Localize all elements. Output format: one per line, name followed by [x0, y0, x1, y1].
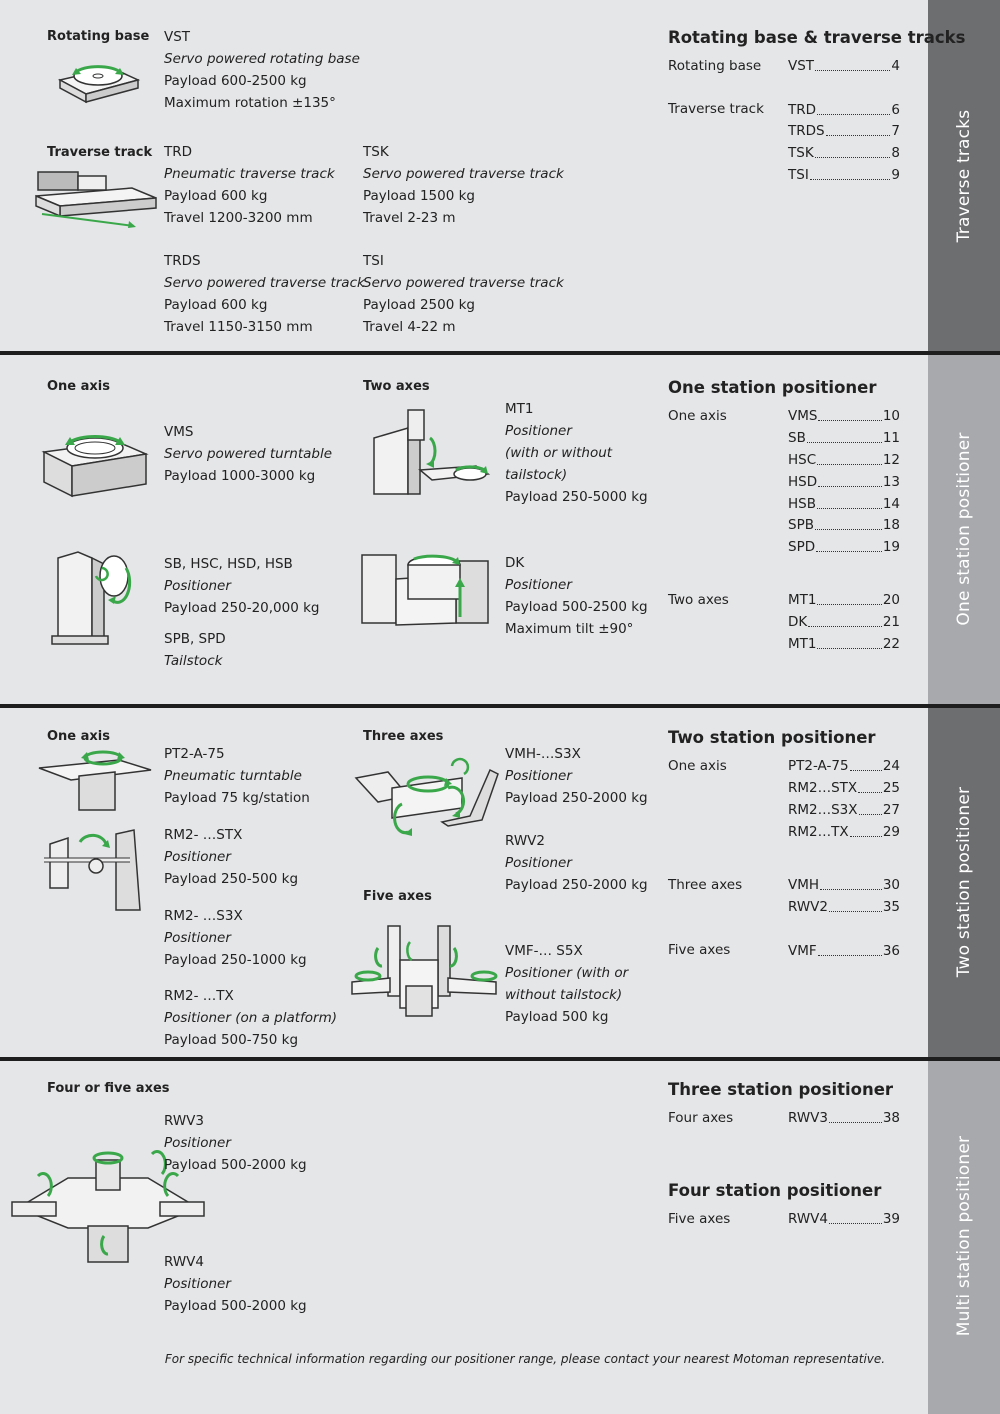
- toc-entry-tsk[interactable]: [788, 142, 900, 164]
- vmf-payload: Payload 500 kg: [505, 1009, 609, 1025]
- trd-payload: Payload 600 kg: [164, 188, 268, 204]
- toc-entry-trds[interactable]: [788, 120, 900, 142]
- sb-payload: Payload 250-20,000 kg: [164, 600, 320, 616]
- toc-page-number: 9: [891, 167, 900, 183]
- tab-one-station-label: One station positioner: [954, 431, 974, 626]
- vms-description: Servo powered turntable: [164, 446, 333, 462]
- mt1-description-3: tailstock): [505, 467, 568, 483]
- toc-leader-dots: [826, 120, 891, 136]
- vms-turntable-illustration: [40, 420, 150, 500]
- rwv2-payload: Payload 250-2000 kg: [505, 877, 648, 893]
- pt2-turntable-illustration: [35, 742, 155, 814]
- vmf-five-axes-illustration: [350, 920, 500, 1020]
- category-five-axes: Five axes: [363, 889, 432, 904]
- mt1-description: Positioner: [505, 423, 572, 439]
- toc-entry-spd[interactable]: [788, 536, 900, 558]
- trds-description: Servo powered traverse track: [164, 275, 365, 291]
- toc-label: Five axes: [668, 942, 731, 958]
- toc-page-number: 13: [882, 474, 900, 490]
- toc-label: Five axes: [668, 1211, 731, 1227]
- vmh-model: VMH-…S3X: [505, 746, 581, 762]
- traverse-track-illustration: [32, 166, 160, 230]
- rwv4-payload: Payload 500-2000 kg: [164, 1298, 307, 1314]
- toc-page-number: 36: [882, 943, 900, 959]
- category-four-or-five-axes: Four or five axes: [47, 1081, 170, 1096]
- toc-entry-name: HSB: [788, 496, 816, 512]
- trds-payload: Payload 600 kg: [164, 297, 268, 313]
- toc-entry-name: RWV3: [788, 1110, 829, 1126]
- toc-label: One axis: [668, 408, 727, 424]
- category-three-axes: Three axes: [363, 729, 444, 744]
- toc-entry-name: TSI: [788, 167, 809, 183]
- toc-entry-name: VST: [788, 58, 815, 74]
- toc-page-number: 21: [882, 614, 900, 630]
- vms-payload: Payload 1000-3000 kg: [164, 468, 316, 484]
- toc-entry-vst[interactable]: [788, 55, 900, 77]
- vst-payload: Payload 600-2500 kg: [164, 73, 307, 89]
- tsk-travel: Travel 2-23 m: [363, 210, 456, 226]
- toc-label: Four axes: [668, 1110, 734, 1126]
- toc-entry-vms[interactable]: [788, 405, 900, 427]
- tab-one-station-positioner[interactable]: [928, 352, 1000, 705]
- sb-positioner-illustration: [48, 548, 138, 648]
- toc-label: Three axes: [668, 877, 743, 893]
- category-two-axes: Two axes: [363, 379, 430, 394]
- mt1-payload: Payload 250-5000 kg: [505, 489, 648, 505]
- vmf-description: Positioner (with or: [505, 965, 629, 981]
- rwv3-model: RWV3: [164, 1113, 205, 1129]
- rm2-stx-model: RM2- …STX: [164, 827, 243, 843]
- toc-entry-name: MT1: [788, 592, 817, 608]
- toc-page-number: 38: [882, 1110, 900, 1126]
- trd-travel: Travel 1200-3200 mm: [164, 210, 313, 226]
- toc-page-number: 29: [882, 824, 900, 840]
- rm2-tx-description: Positioner (on a platform): [164, 1010, 337, 1026]
- rotating-base-illustration: [52, 50, 142, 110]
- tab-traverse-tracks-label: Traverse tracks: [954, 109, 974, 243]
- toc-entry-rm2-s3x[interactable]: [788, 799, 900, 821]
- dk-payload: Payload 500-2500 kg: [505, 599, 648, 615]
- section-divider: [0, 351, 1000, 355]
- toc-page-number: 10: [882, 408, 900, 424]
- tab-multi-station-label: Multi station positioner: [954, 1135, 974, 1337]
- toc-leader-dots: [808, 611, 882, 627]
- section-divider: [0, 1057, 1000, 1061]
- toc-leader-dots: [817, 589, 881, 605]
- category-one-axis: One axis: [47, 729, 111, 744]
- vms-model: VMS: [164, 424, 194, 440]
- toc-leader-dots: [815, 514, 882, 530]
- toc-entry-name: VMF: [788, 943, 817, 959]
- pt2-description: Pneumatic turntable: [164, 768, 302, 784]
- vmf-description-2: without tailstock): [505, 987, 623, 1003]
- tsk-model: TSK: [363, 144, 389, 160]
- toc-label: Traverse track: [668, 101, 764, 117]
- rwv3-description: Positioner: [164, 1135, 231, 1151]
- tab-two-station-positioner[interactable]: [928, 705, 1000, 1058]
- pt2-model: PT2-A-75: [164, 746, 225, 762]
- rwv4-description: Positioner: [164, 1276, 231, 1292]
- vmh-description: Positioner: [505, 768, 572, 784]
- pt2-payload: Payload 75 kg/station: [164, 790, 310, 806]
- spb-models: SPB, SPD: [164, 631, 226, 647]
- toc-heading-three-station: Three station positioner: [668, 1080, 894, 1099]
- toc-page-number: 14: [882, 496, 900, 512]
- tab-two-station-label: Two station positioner: [954, 786, 974, 977]
- tsi-description: Servo powered traverse track: [363, 275, 564, 291]
- trds-model: TRDS: [164, 253, 201, 269]
- toc-page-number: 18: [882, 517, 900, 533]
- toc-page-number: 25: [882, 780, 900, 796]
- dk-tilt: Maximum tilt ±90°: [505, 621, 634, 637]
- toc-page-number: 11: [882, 430, 900, 446]
- vst-rotation: Maximum rotation ±135°: [164, 95, 336, 111]
- section-divider: [0, 704, 1000, 708]
- vmh-payload: Payload 250-2000 kg: [505, 790, 648, 806]
- tsi-payload: Payload 2500 kg: [363, 297, 475, 313]
- toc-entry-trd[interactable]: [788, 99, 900, 121]
- toc-leader-dots: [829, 896, 882, 912]
- toc-entry-vmf[interactable]: [788, 940, 900, 962]
- toc-page-number: 19: [882, 539, 900, 555]
- toc-page-number: 39: [882, 1211, 900, 1227]
- toc-heading-four-station: Four station positioner: [668, 1181, 882, 1200]
- toc-label: Rotating base: [668, 58, 762, 74]
- rwv3-payload: Payload 500-2000 kg: [164, 1157, 307, 1173]
- toc-page-number: 24: [882, 758, 900, 774]
- tab-traverse-tracks[interactable]: [928, 0, 1000, 352]
- toc-entry-name: VMS: [788, 408, 818, 424]
- rm2-stx-description: Positioner: [164, 849, 231, 865]
- rm2-s3x-payload: Payload 250-1000 kg: [164, 952, 307, 968]
- dk-positioner-illustration: [358, 545, 493, 635]
- category-rotating-base: Rotating base: [47, 29, 150, 44]
- toc-leader-dots: [810, 164, 891, 180]
- vst-description: Servo powered rotating base: [164, 51, 360, 67]
- rwv4-model: RWV4: [164, 1254, 205, 1270]
- toc-leader-dots: [815, 55, 890, 71]
- tsk-payload: Payload 1500 kg: [363, 188, 475, 204]
- toc-leader-dots: [817, 99, 890, 115]
- toc-page-number: 30: [882, 877, 900, 893]
- toc-entry-rm2-stx[interactable]: [788, 777, 900, 799]
- toc-entry-rwv2[interactable]: [788, 896, 900, 918]
- rm2-s3x-model: RM2- …S3X: [164, 908, 243, 924]
- toc-page-number: 22: [882, 636, 900, 652]
- toc-leader-dots: [816, 536, 882, 552]
- toc-leader-dots: [818, 940, 882, 956]
- toc-page-number: 20: [882, 592, 900, 608]
- toc-leader-dots: [817, 449, 882, 465]
- rwv2-model: RWV2: [505, 833, 546, 849]
- tsi-model: TSI: [363, 253, 384, 269]
- mt1-model: MT1: [505, 401, 534, 417]
- toc-entry-rwv4[interactable]: [788, 1208, 900, 1230]
- toc-entry-spb[interactable]: [788, 514, 900, 536]
- toc-leader-dots: [820, 874, 882, 890]
- toc-page-number: 4: [891, 58, 900, 74]
- toc-leader-dots: [818, 405, 881, 421]
- toc-leader-dots: [815, 142, 891, 158]
- toc-leader-dots: [859, 799, 882, 815]
- dk-description: Positioner: [505, 577, 572, 593]
- toc-leader-dots: [807, 427, 882, 443]
- toc-entry-name: SPD: [788, 539, 816, 555]
- toc-entry-name: TRD: [788, 102, 817, 118]
- vst-model: VST: [164, 29, 191, 45]
- toc-leader-dots: [829, 1208, 882, 1224]
- mt1-description-2: (with or without: [505, 445, 613, 461]
- footer-note: For specific technical information regarding our positioner range, please contact your nearest Motoman representative.: [164, 1352, 886, 1366]
- toc-leader-dots: [818, 471, 882, 487]
- toc-leader-dots: [850, 821, 882, 837]
- rm2-s3x-description: Positioner: [164, 930, 231, 946]
- trds-travel: Travel 1150-3150 mm: [164, 319, 313, 335]
- toc-page-number: 8: [891, 145, 900, 161]
- toc-entry-hsc[interactable]: [788, 449, 900, 471]
- toc-entry-vmh[interactable]: [788, 874, 900, 896]
- toc-entry-name: PT2-A-75: [788, 758, 849, 774]
- rm2-tx-payload: Payload 500-750 kg: [164, 1032, 299, 1048]
- dk-model: DK: [505, 555, 525, 571]
- toc-page-number: 6: [891, 102, 900, 118]
- toc-entry-hsd[interactable]: [788, 471, 900, 493]
- toc-entry-name: HSC: [788, 452, 817, 468]
- category-one-axis: One axis: [47, 379, 111, 394]
- toc-entry-name: HSD: [788, 474, 818, 490]
- vmf-model: VMF-… S5X: [505, 943, 583, 959]
- toc-entry-rwv3[interactable]: [788, 1107, 900, 1129]
- trd-description: Pneumatic traverse track: [164, 166, 335, 182]
- toc-entry-name: SB: [788, 430, 806, 446]
- toc-heading-traverse: Rotating base & traverse tracks: [668, 28, 966, 47]
- toc-entry-name: MT1: [788, 636, 817, 652]
- toc-entry-name: SPB: [788, 517, 814, 533]
- rm2-stx-payload: Payload 250-500 kg: [164, 871, 299, 887]
- toc-page-number: 27: [882, 802, 900, 818]
- toc-entry-name: RWV4: [788, 1211, 829, 1227]
- toc-leader-dots: [829, 1107, 882, 1123]
- toc-heading-one-station: One station positioner: [668, 378, 877, 397]
- toc-leader-dots: [817, 633, 881, 649]
- toc-entry-name: TSK: [788, 145, 814, 161]
- toc-leader-dots: [858, 777, 882, 793]
- mt1-positioner-illustration: [368, 408, 498, 498]
- toc-entry-name: DK: [788, 614, 808, 630]
- toc-entry-name: VMH: [788, 877, 820, 893]
- trd-model: TRD: [164, 144, 193, 160]
- toc-page-number: 35: [882, 899, 900, 915]
- rm2-tx-model: RM2- …TX: [164, 988, 234, 1004]
- toc-entry-mt1[interactable]: [788, 589, 900, 611]
- toc-entry-mt1-tailstock[interactable]: [788, 633, 900, 655]
- toc-leader-dots: [817, 493, 882, 509]
- toc-entry-dk[interactable]: [788, 611, 900, 633]
- toc-entry-pt2-a-75[interactable]: [788, 755, 900, 777]
- toc-leader-dots: [850, 755, 882, 771]
- tsk-description: Servo powered traverse track: [363, 166, 564, 182]
- toc-heading-two-station: Two station positioner: [668, 728, 876, 747]
- toc-entry-name: RWV2: [788, 899, 829, 915]
- toc-entry-tsi[interactable]: [788, 164, 900, 186]
- toc-entry-sb[interactable]: [788, 427, 900, 449]
- toc-label: One axis: [668, 758, 727, 774]
- rwv2-description: Positioner: [505, 855, 572, 871]
- category-traverse-track: Traverse track: [47, 145, 153, 160]
- spb-description: Tailstock: [164, 653, 223, 669]
- toc-entry-hsb[interactable]: [788, 493, 900, 515]
- tsi-travel: Travel 4-22 m: [363, 319, 456, 335]
- toc-page-number: 7: [891, 123, 900, 139]
- toc-entry-rm2-tx[interactable]: [788, 821, 900, 843]
- toc-entry-name: TRDS: [788, 123, 825, 139]
- vmh-three-axes-illustration: [352, 748, 500, 852]
- toc-entry-name: RM2…S3X: [788, 802, 858, 818]
- rm2-stx-illustration: [40, 828, 150, 914]
- toc-label: Two axes: [668, 592, 729, 608]
- sb-description: Positioner: [164, 578, 231, 594]
- sb-models: SB, HSC, HSD, HSB: [164, 556, 293, 572]
- toc-page-number: 12: [882, 452, 900, 468]
- toc-entry-name: RM2…STX: [788, 780, 858, 796]
- toc-entry-name: RM2…TX: [788, 824, 849, 840]
